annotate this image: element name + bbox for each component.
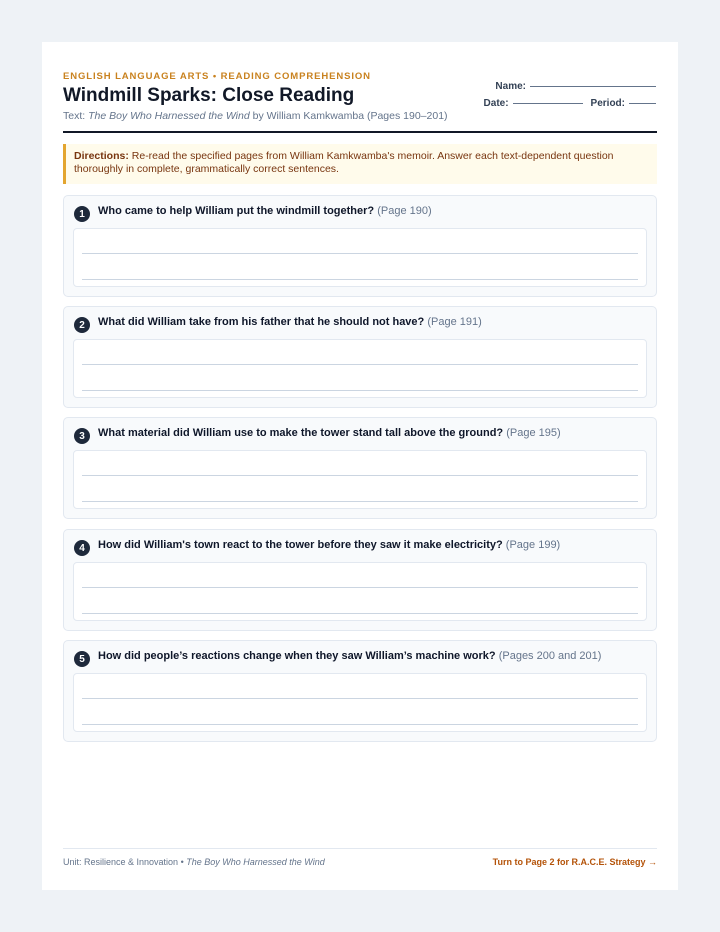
- name-field-row: [484, 78, 656, 95]
- date-period-row: [484, 95, 656, 112]
- question-text: [98, 205, 432, 217]
- question-text: [98, 316, 482, 328]
- answer-line: [82, 724, 638, 725]
- directions-box: [63, 144, 657, 184]
- subject-label: ENGLISH LANGUAGE ARTS • READING COMPREHENSION: [63, 71, 371, 82]
- answer-box[interactable]: [73, 562, 647, 621]
- answer-line: [82, 698, 638, 699]
- question-number-badge: 5: [74, 651, 90, 667]
- answer-line: [82, 501, 638, 502]
- question-prompt: What did William take from his father that he should not have?: [98, 316, 425, 328]
- period-field[interactable]: [629, 103, 656, 104]
- answer-line: [82, 364, 638, 365]
- question-page-ref: (Page 191): [427, 316, 482, 328]
- question-prompt: What material did William use to make the tower stand tall above the ground?: [98, 427, 504, 439]
- answer-line: [82, 390, 638, 391]
- text-source: [63, 110, 448, 122]
- question-prompt: How did people’s reactions change when they saw William’s machine work?: [98, 650, 496, 662]
- answer-box[interactable]: [73, 450, 647, 509]
- answer-box[interactable]: [73, 228, 647, 287]
- next-page-link[interactable]: Turn to Page 2 for R.A.C.E. Strategy →: [492, 857, 657, 867]
- text-suffix: by William Kamkwamba (Pages 190–201): [252, 110, 448, 122]
- name-label: Name:: [495, 81, 526, 92]
- worksheet-page: [42, 42, 678, 890]
- question-text: [98, 427, 561, 439]
- header-divider: [63, 131, 657, 133]
- answer-box[interactable]: [73, 339, 647, 398]
- question-card: [63, 417, 657, 519]
- date-field[interactable]: [513, 103, 583, 104]
- date-label: Date:: [483, 98, 509, 109]
- answer-line: [82, 279, 638, 280]
- directions-label: Directions:: [74, 150, 129, 162]
- name-field[interactable]: [530, 86, 656, 87]
- answer-box[interactable]: [73, 673, 647, 732]
- question-card: [63, 640, 657, 742]
- question-text: [98, 539, 560, 551]
- question-text: [98, 650, 601, 662]
- answer-line: [82, 475, 638, 476]
- student-fields: [484, 78, 656, 112]
- question-card: [63, 306, 657, 408]
- question-number-badge: 3: [74, 428, 90, 444]
- question-number-badge: 4: [74, 540, 90, 556]
- answer-line: [82, 253, 638, 254]
- question-page-ref: (Pages 200 and 201): [498, 650, 602, 662]
- question-card: [63, 529, 657, 631]
- text-prefix: Text:: [63, 110, 86, 122]
- footer-book-title: The Boy Who Harnessed the Wind: [186, 857, 325, 867]
- question-prompt: How did William's town react to the tower before they saw it make electricity?: [98, 539, 503, 551]
- question-page-ref: (Page 195): [506, 427, 561, 439]
- answer-line: [82, 613, 638, 614]
- question-prompt: Who came to help William put the windmill together?: [98, 205, 375, 217]
- period-label: Period:: [590, 98, 625, 109]
- question-card: [63, 195, 657, 297]
- question-page-ref: (Page 190): [377, 205, 432, 217]
- question-number-badge: 1: [74, 206, 90, 222]
- footer-unit-text: Unit: Resilience & Innovation •: [63, 857, 184, 867]
- directions-text: Re-read the specified pages from William Kamkwamba's memoir. Answer each text-dependent question thoroughly in complete, grammatically correct sentences.: [74, 150, 614, 175]
- question-page-ref: (Page 199): [505, 539, 561, 551]
- page-title: Windmill Sparks: Close Reading: [63, 85, 355, 106]
- question-number-badge: 2: [74, 317, 90, 333]
- answer-line: [82, 587, 638, 588]
- book-title: The Boy Who Harnessed the Wind: [88, 110, 250, 122]
- footer-divider: [63, 848, 657, 849]
- footer-unit: [63, 857, 325, 867]
